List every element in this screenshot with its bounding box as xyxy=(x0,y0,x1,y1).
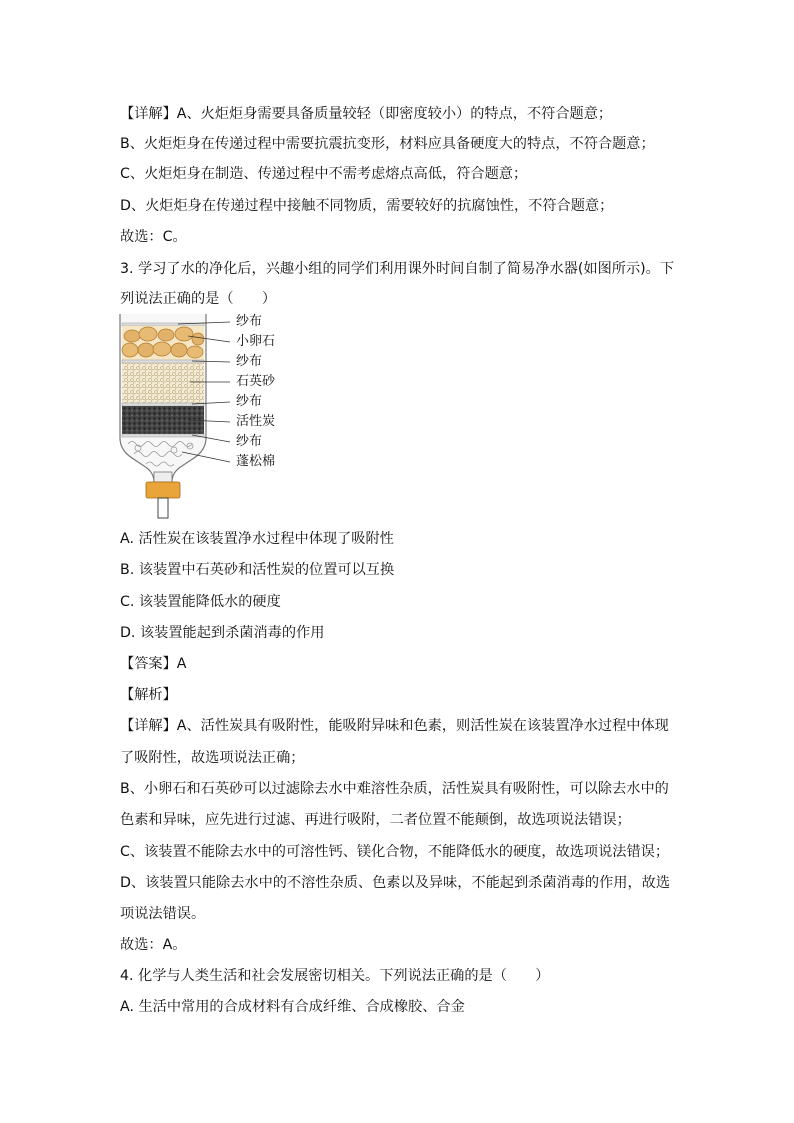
gauze-layer-2 xyxy=(122,360,204,363)
q3-option-c: C. 该装置能降低水的硬度 xyxy=(120,594,281,610)
q3-detail-line-5: C、该装置不能除去水中的可溶性钙、镁化合物，不能降低水的硬度，故选项说法错误； xyxy=(120,844,670,860)
q3-option-a: A. 活性炭在该装置净水过程中体现了吸附性 xyxy=(120,531,394,547)
q3-answer: 【答案】A xyxy=(120,656,187,672)
figure-label-pebbles: 小卵石 xyxy=(236,334,276,349)
gauze-layer-4 xyxy=(122,434,204,437)
q3-detail-line-2: 了吸附性，故选项说法正确； xyxy=(120,750,305,766)
q2-detail-line-c: C、火炬炬身在制造、传递过程中不需考虑熔点高低，符合题意； xyxy=(120,166,528,182)
q3-result: 故选：A。 xyxy=(120,937,187,953)
q3-stem-line2: 列说法正确的是（ ） xyxy=(120,291,277,307)
bottle-neck xyxy=(154,472,172,482)
bottle-cap xyxy=(146,482,180,498)
q3-option-b: B. 该装置中石英砂和活性炭的位置可以互换 xyxy=(120,562,395,578)
q3-detail-line-3: B、小卵石和石英砂可以过滤除去水中难溶性杂质，活性炭具有吸附性，可以除去水中的 xyxy=(120,781,669,797)
q2-result: 故选：C。 xyxy=(120,229,187,245)
figure-label-gauze-2: 纱布 xyxy=(236,354,263,369)
figure-label-gauze-4: 纱布 xyxy=(236,434,263,449)
gauze-layer-3 xyxy=(122,403,204,406)
pebble-layer xyxy=(122,326,204,360)
q2-detail-line-b: B、火炬炬身在传递过程中需要抗震抗变形，材料应具备硬度大的特点，不符合题意； xyxy=(120,136,655,152)
outlet-tube xyxy=(158,498,168,518)
q2-detail-line-a: 【详解】A、火炬炬身需要具备质量较轻（即密度较小）的特点，不符合题意； xyxy=(120,106,613,122)
quartz-sand-layer xyxy=(122,363,204,403)
figure-label-gauze-1: 纱布 xyxy=(236,314,263,329)
q3-analysis-heading: 【解析】 xyxy=(120,687,177,703)
q3-detail-line-4: 色素和异味，应先进行过滤、再进行吸附，二者位置不能颠倒，故选项说法错误； xyxy=(120,812,631,828)
figure-label-activated-carbon: 活性炭 xyxy=(236,414,276,429)
figure-label-cotton: 蓬松棉 xyxy=(236,454,276,469)
q2-detail-line-d: D、火炬炬身在传递过程中接触不同物质，需要较好的抗腐蚀性，不符合题意； xyxy=(120,198,614,214)
figure-label-gauze-3: 纱布 xyxy=(236,394,263,409)
q4-stem: 4. 化学与人类生活和社会发展密切相关。下列说法正确的是（ ） xyxy=(120,968,550,984)
q3-detail-line-7: 项说法错误。 xyxy=(120,906,206,922)
q3-stem-line1: 3. 学习了水的净化后，兴趣小组的同学们利用课外时间自制了简易净水器(如图所示)。下 xyxy=(120,261,675,277)
figure-label-quartz-sand: 石英砂 xyxy=(236,374,276,389)
q3-detail-line-1: 【详解】A、活性炭具有吸附性，能吸附异味和色素，则活性炭在该装置净水过程中体现 xyxy=(120,718,669,734)
q3-detail-line-6: D、该装置只能除去水中的不溶性杂质、色素以及异味，不能起到杀菌消毒的作用，故选 xyxy=(120,875,671,891)
q3-option-d: D. 该装置能起到杀菌消毒的作用 xyxy=(120,625,325,641)
q4-option-a: A. 生活中常用的合成材料有合成纤维、合成橡胶、合金 xyxy=(120,999,465,1015)
